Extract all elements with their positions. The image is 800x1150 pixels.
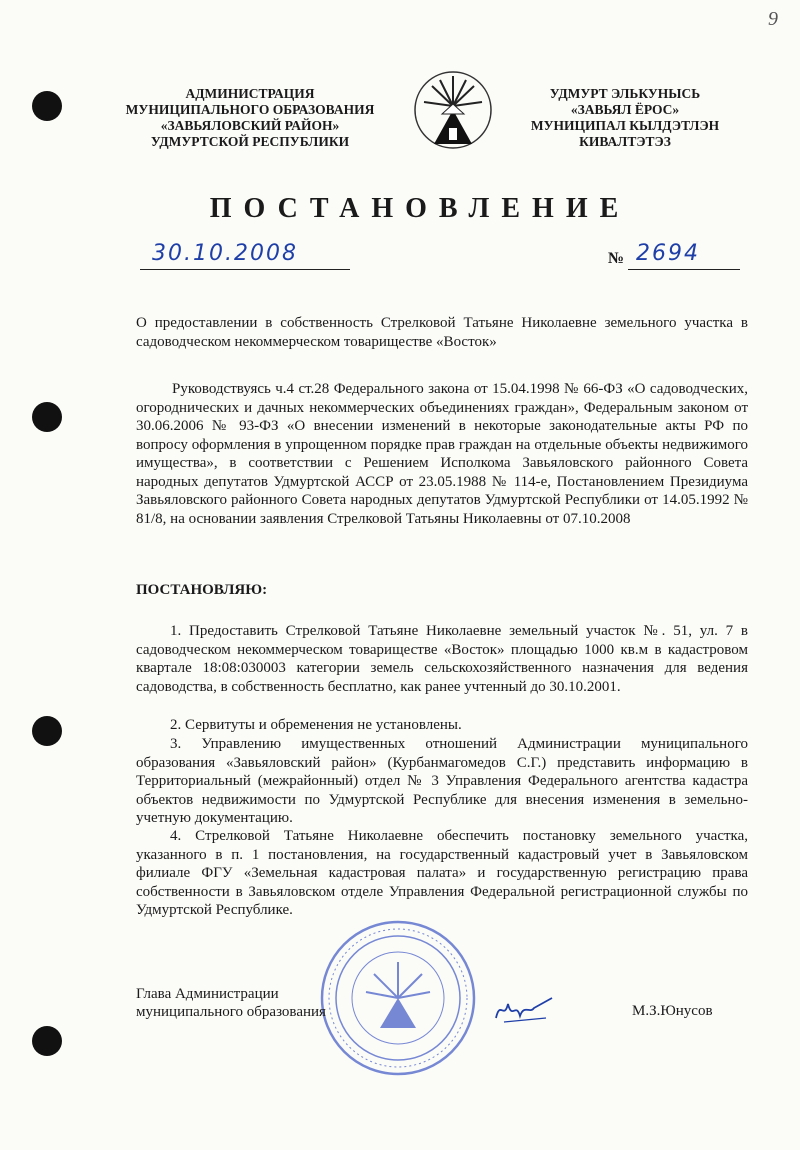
- number-line: [628, 241, 740, 270]
- binder-hole: [32, 716, 62, 746]
- header-right: [505, 86, 745, 150]
- signature-position-line: Глава Администрации: [136, 986, 279, 1002]
- item-4: 4. Стрелковой Татьяне Николаевне обеспечить постановку земельного участка, указанного в п. 1 постановления, на государственный кадастровый учет в Завьяловском филиале ФГУ «Земельная кадастровая палата» и государственную регистрацию права собственности в Завьяловском отделе Управления Федеральной регистрационной службы по Удмуртской Республике.: [136, 828, 748, 918]
- signature-scribble: [490, 990, 560, 1030]
- item-2: 2. Сервитуты и обременения не установлены.: [170, 717, 462, 733]
- preamble: Руководствуясь ч.4 ст.28 Федерального закона от 15.04.1998 № 66-ФЗ «О садоводческих, огороднических и дачных некоммерческих объединениях граждан», Федеральным законом от 30.06.2006 № 93-ФЗ «О внесении изменений в некоторые законодательные акты РФ по вопросу оформления в упрощенном порядке прав граждан на отдельные объекты недвижимого имущества», в соответствии с Решением Исполкома Завьяловского районного Совета народных депутатов Удмуртской АССР от 23.05.1988 № 114-е, Постановлением Президиума Завьяловского районного Совета народных депутатов Удмуртской Республики от 14.05.1992 № 81/8, на основании заявления Стрелковой Татьяны Николаевны от 07.10.2008: [136, 381, 748, 527]
- page-number: 9: [768, 8, 778, 30]
- binder-hole: [32, 402, 62, 432]
- date-line: [140, 241, 350, 270]
- header-left-line: «ЗАВЬЯЛОВСКИЙ РАЙОН»: [160, 118, 340, 133]
- number-prefix: №: [608, 250, 625, 267]
- header-right-line: КИВАЛТЭТЭЗ: [579, 134, 671, 149]
- header-right-line: МУНИЦИПАЛ КЫЛДЭТЛЭН: [530, 118, 720, 133]
- official-stamp: [318, 918, 478, 1078]
- header-right-line: «ЗАВЬЯЛ ЁРОС»: [570, 102, 680, 117]
- signatory-name: М.З.Юнусов: [632, 1003, 713, 1019]
- resolve-heading: ПОСТАНОВЛЯЮ:: [136, 582, 268, 598]
- item-1: 1. Предоставить Стрелковой Татьяне Николаевне земельный участок №. 51, ул. 7 в садоводческом некоммерческом товариществе «Восток» площадью 1000 кв.м в кадастровом квартале 18:08:030003 категории земель сельскохозяйственного назначения для ведения садоводства, в собственность бесплатно, как ранее учтенный до 30.10.2001.: [136, 623, 748, 695]
- header-left: [110, 86, 390, 150]
- document-title: ПОСТАНОВЛЕНИЕ: [209, 193, 631, 224]
- header-right-line: УДМУРТ ЭЛЬКУНЫСЬ: [549, 86, 701, 101]
- binder-hole: [32, 1026, 62, 1056]
- signature-position-line: муниципального образования: [136, 1004, 326, 1020]
- number-handwritten: 2694: [636, 241, 700, 266]
- item-3: 3. Управлению имущественных отношений Администрации муниципального образования «Завьяловский район» (Курбанмагомедов С.Г.) представить информацию в Территориальный (межрайонный) отдел № 3 Управления Федерального агентства кадастра объектов недвижимости по Удмуртской Республике для внесения изменения в земельно-учетную документацию.: [136, 736, 748, 826]
- header-left-line: МУНИЦИПАЛЬНОГО ОБРАЗОВАНИЯ: [125, 102, 375, 117]
- header-left-line: АДМИНИСТРАЦИЯ: [185, 86, 315, 101]
- coat-of-arms-icon: [412, 66, 494, 158]
- header-left-line: УДМУРТСКОЙ РЕСПУБЛИКИ: [150, 134, 350, 149]
- date-handwritten: 30.10.2008: [152, 241, 298, 266]
- binder-hole: [32, 91, 62, 121]
- signature-position: [136, 985, 326, 1021]
- subject: О предоставлении в собственность Стрелковой Татьяне Николаевне земельного участка в садоводческом некоммерческом товариществе «Восток»: [136, 315, 748, 350]
